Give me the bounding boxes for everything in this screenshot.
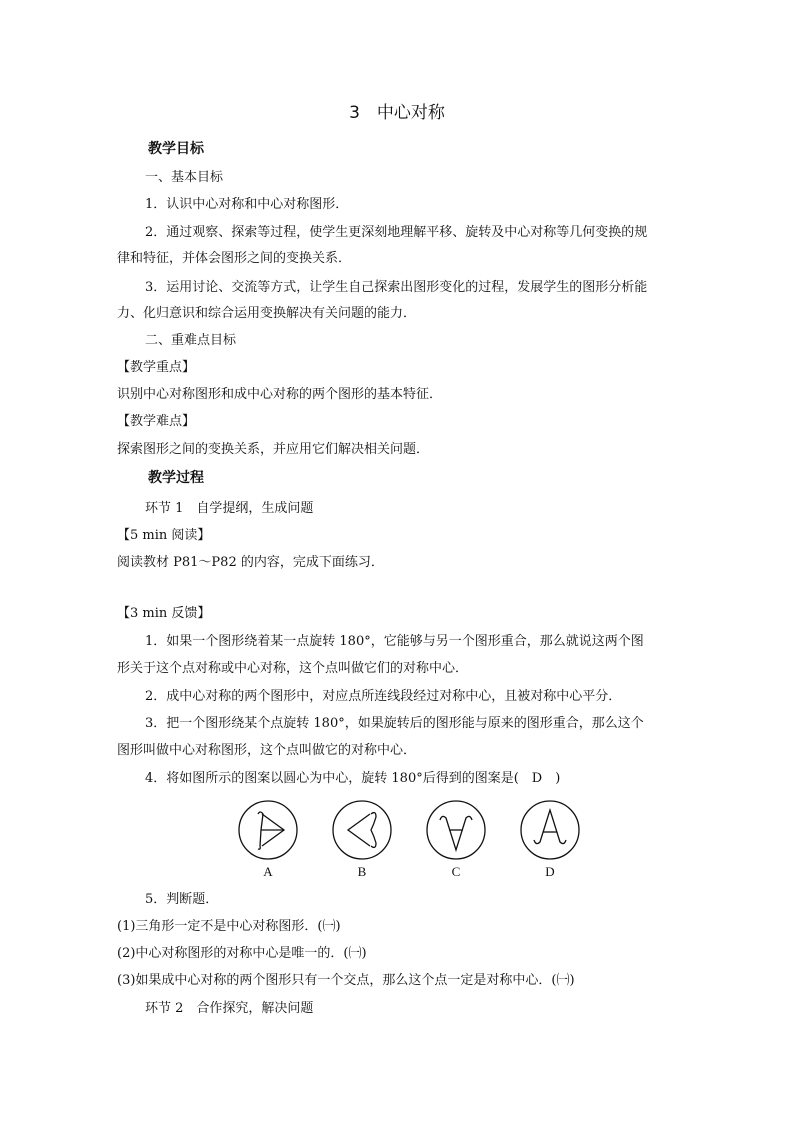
stage-2-heading: 环节 2 合作探究，解决问题 xyxy=(145,1001,314,1016)
question-1-line1: 1．如果一个图形绕着某一点旋转 180°，它能够与另一个图形重合，那么就说这两个图 xyxy=(145,634,644,649)
option-b-symbol xyxy=(348,814,370,846)
option-b-figure xyxy=(333,801,391,859)
question-5: 5．判断题． xyxy=(145,892,219,907)
stage-1-heading: 环节 1 自学提纲，生成问题 xyxy=(145,501,314,516)
difficulty-text: 探索图形之间的变换关系，并应用它们解决相关问题． xyxy=(117,442,430,457)
page-title: 3 中心对称 xyxy=(349,103,445,123)
basic-goals-heading: 一、基本目标 xyxy=(145,170,224,185)
question-3-line1: 3．把一个图形绕某个点旋转 180°，如果旋转后的图形能与原来的图形重合，那么这个 xyxy=(145,716,644,731)
teaching-goals-heading: 教学目标 xyxy=(148,141,204,157)
difficulty-label: 【教学难点】 xyxy=(117,414,196,429)
answer-options-figure xyxy=(230,800,590,882)
option-a-symbol xyxy=(258,812,284,849)
question-1-line2: 形关于这个点对称或中心对称，这个点叫做它们的对称中心． xyxy=(117,661,469,676)
option-d-symbol xyxy=(534,810,566,844)
option-b-circle xyxy=(333,801,391,859)
goal-item-3-line2: 力、化归意识和综合运用变换解决有关问题的能力． xyxy=(117,306,417,321)
option-label-d: D xyxy=(545,864,555,879)
key-goals-heading: 二、重难点目标 xyxy=(145,333,237,348)
teaching-process-heading: 教学过程 xyxy=(148,470,204,486)
focus-text: 识别中心对称图形和成中心对称的两个图形的基本特征． xyxy=(117,387,443,402)
option-label-a: A xyxy=(263,864,273,879)
option-label-b: B xyxy=(357,864,367,879)
option-a-figure xyxy=(239,801,297,859)
option-label-c: C xyxy=(451,864,461,879)
question-2: 2．成中心对称的两个图形中，对应点所连线段经过对称中心，且被对称中心平分． xyxy=(145,689,622,704)
judge-item-1: (1)三角形一定不是中心对称图形．(㈠) xyxy=(117,919,341,934)
goal-item-2-line1: 2．通过观察、探索等过程，使学生更深刻地理解平移、旋转及中心对称等几何变换的规 xyxy=(145,225,648,240)
focus-label: 【教学重点】 xyxy=(117,360,196,375)
goal-item-1: 1．认识中心对称和中心对称图形． xyxy=(145,197,349,212)
goal-item-2-line2: 律和特征，并体会图形之间的变换关系． xyxy=(117,251,352,266)
option-c-figure xyxy=(427,801,485,859)
judge-item-3: (3)如果成中心对称的两个图形只有一个交点，那么这个点一定是对称中心．(㈠) xyxy=(117,973,575,988)
reading-label: 【5 min 阅读】 xyxy=(117,528,211,543)
goal-item-3-line1: 3．运用讨论、交流等方式，让学生自己探索出图形变化的过程，发展学生的图形分析能 xyxy=(145,280,648,295)
question-4: 4．将如图所示的图案以圆心为中心，旋转 180°后得到的图案是( D ) xyxy=(145,771,561,786)
feedback-label: 【3 min 反馈】 xyxy=(117,606,211,621)
reading-text: 阅读教材 P81～P82 的内容，完成下面练习． xyxy=(117,555,384,570)
option-c-symbol xyxy=(440,816,472,850)
question-3-line2: 图形叫做中心对称图形，这个点叫做它的对称中心． xyxy=(117,743,417,758)
option-d-figure xyxy=(521,801,579,859)
judge-item-2: (2)中心对称图形的对称中心是唯一的．(㈠) xyxy=(117,946,367,961)
